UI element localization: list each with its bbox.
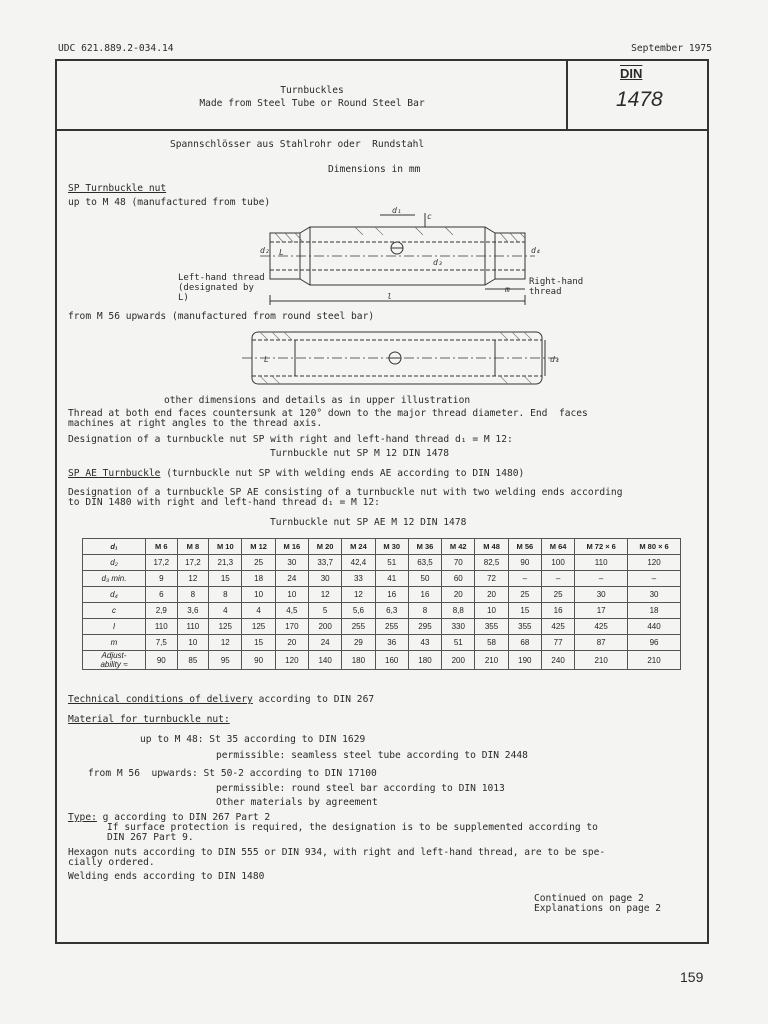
table-column-header: M 42: [442, 539, 475, 555]
table-header-row: [83, 539, 681, 555]
table-cell: 25: [541, 587, 574, 603]
table-cell: 18: [628, 603, 681, 619]
header-divider: [57, 129, 707, 131]
dimensions-table: [82, 538, 681, 670]
left-thread-mark: L: [279, 248, 284, 257]
table-column-header: M 24: [342, 539, 375, 555]
table-cell: 16: [541, 603, 574, 619]
page-number: 159: [680, 969, 704, 985]
designation-ae-example: Turnbuckle nut SP AE M 12 DIN 1478: [270, 517, 467, 528]
table-cell: 425: [575, 619, 628, 635]
table-cell: 90: [146, 651, 178, 670]
table-cell: –: [508, 571, 541, 587]
table-cell: 20: [275, 635, 308, 651]
table-cell: –: [628, 571, 681, 587]
table-column-header: M 12: [242, 539, 275, 555]
title-line-2: Made from Steel Tube or Round Steel Bar: [199, 98, 425, 109]
table-row: [83, 571, 681, 587]
thread-paragraph: Thread at both end faces countersunk at 120° down to the major thread diameter. End faces machines at right angles to the thread axis.: [68, 408, 588, 429]
table-cell: 12: [177, 571, 209, 587]
table-cell: 200: [309, 619, 342, 635]
table-cell: 160: [375, 651, 408, 670]
table-cell: 25: [508, 587, 541, 603]
bar-dim-d4-label: d₄: [550, 355, 560, 364]
table-cell: 110: [177, 619, 209, 635]
table-cell: 33: [342, 571, 375, 587]
sp-ae-description: (turnbuckle nut SP with welding ends AE according to DIN 1480): [160, 468, 525, 479]
table-cell: 8: [177, 587, 209, 603]
table-column-header: M 6: [146, 539, 178, 555]
table-cell: 17,2: [146, 555, 178, 571]
table-cell: 180: [408, 651, 441, 670]
table-cell: 110: [575, 555, 628, 571]
table-cell: 6,3: [375, 603, 408, 619]
table-cell: 17,2: [177, 555, 209, 571]
table-cell: 51: [375, 555, 408, 571]
dim-m-label: m: [505, 285, 510, 294]
material-from-m56: from M 56 upwards: St 50-2 according to DIN 17100: [88, 768, 377, 779]
table-cell: 125: [242, 619, 275, 635]
table-row-label: d₄: [83, 587, 146, 603]
table-column-header: M 56: [508, 539, 541, 555]
table-cell: 120: [275, 651, 308, 670]
table-cell: 30: [628, 587, 681, 603]
table-column-header: M 48: [475, 539, 508, 555]
table-cell: 25: [242, 555, 275, 571]
udc-number: UDC 621.889.2-034.14: [58, 43, 174, 54]
material-other: Other materials by agreement: [216, 797, 378, 808]
table-cell: 355: [475, 619, 508, 635]
table-cell: 440: [628, 619, 681, 635]
continued-note: Continued on page 2: [534, 893, 644, 904]
table-cell: 43: [408, 635, 441, 651]
table-cell: 10: [275, 587, 308, 603]
welding-note: Welding ends according to DIN 1480: [68, 871, 265, 882]
table-cell: 190: [508, 651, 541, 670]
table-cell: 210: [628, 651, 681, 670]
table-cell: 15: [209, 571, 242, 587]
table-row: [83, 603, 681, 619]
table-cell: 20: [442, 587, 475, 603]
publication-date: September 1975: [631, 43, 712, 54]
table-cell: 110: [146, 619, 178, 635]
table-column-header: M 80 × 6: [628, 539, 681, 555]
designation-ae: Designation of a turnbuckle SP AE consisting of a turnbuckle nut with two welding ends according to DIN 1480 with right and left-hand thread d₁ = M 12:: [68, 487, 623, 508]
table-cell: 255: [342, 619, 375, 635]
dimensions-note: Dimensions in mm: [328, 164, 421, 175]
din-number: 1478: [616, 88, 663, 111]
table-cell: 96: [628, 635, 681, 651]
table-cell: 16: [408, 587, 441, 603]
table-cell: 51: [442, 635, 475, 651]
material-from-permissible: permissible: round steel bar according to DIN 1013: [216, 783, 505, 794]
table-cell: 90: [508, 555, 541, 571]
table-cell: 295: [408, 619, 441, 635]
table-cell: 355: [508, 619, 541, 635]
table-cell: 3,6: [177, 603, 209, 619]
table-cell: 425: [541, 619, 574, 635]
table-cell: 10: [242, 587, 275, 603]
designation-sp-example: Turnbuckle nut SP M 12 DIN 1478: [270, 448, 450, 459]
title-line-1: Turnbuckles: [280, 85, 344, 96]
material-up-to-m48: up to M 48: St 35 according to DIN 1629: [140, 734, 366, 745]
dim-d2-label: d₂: [260, 246, 270, 255]
designation-sp: Designation of a turnbuckle nut SP with right and left-hand thread d₁ = M 12:: [68, 434, 513, 445]
sp-subheading: up to M 48 (manufactured from tube): [68, 197, 271, 208]
table-column-header: M 16: [275, 539, 308, 555]
material-up-to-permissible: permissible: seamless steel tube according to DIN 2448: [216, 750, 528, 761]
material-heading: Material for turnbuckle nut:: [68, 714, 230, 725]
dim-c-label: c: [427, 212, 432, 221]
german-title: Spannschlösser aus Stahlrohr oder Rundstahl: [170, 139, 425, 150]
table-cell: 16: [375, 587, 408, 603]
table-row-label: m: [83, 635, 146, 651]
explanations-note: Explanations on page 2: [534, 903, 662, 914]
table-row-label: l: [83, 619, 146, 635]
table-cell: 63,5: [408, 555, 441, 571]
table-column-header: M 72 × 6: [575, 539, 628, 555]
table-cell: 5: [309, 603, 342, 619]
dim-d3-label: d₃: [433, 258, 443, 267]
table-cell: 2,9: [146, 603, 178, 619]
tech-conditions-text: according to DIN 267: [252, 694, 375, 705]
other-dimensions-note: other dimensions and details as in upper illustration: [164, 395, 471, 406]
table-cell: 95: [209, 651, 242, 670]
table-row-label: d₂: [83, 555, 146, 571]
table-cell: 170: [275, 619, 308, 635]
table-column-header: M 30: [375, 539, 408, 555]
table-cell: 4: [242, 603, 275, 619]
turnbuckle-bar-drawing: [240, 322, 570, 392]
table-cell: 30: [575, 587, 628, 603]
table-cell: 8: [209, 587, 242, 603]
table-cell: 17: [575, 603, 628, 619]
table-cell: 6: [146, 587, 178, 603]
table-cell: 90: [242, 651, 275, 670]
hexagon-note: Hexagon nuts according to DIN 555 or DIN 934, with right and left-hand thread, are to be spe- cially ordered.: [68, 847, 606, 868]
from-m56-caption: from M 56 upwards (manufactured from round steel bar): [68, 311, 375, 322]
table-cell: –: [575, 571, 628, 587]
table-column-header: M 20: [309, 539, 342, 555]
dim-l-label: l: [387, 292, 392, 301]
table-cell: –: [541, 571, 574, 587]
table-row-label: d₃ min.: [83, 571, 146, 587]
table-cell: 8: [408, 603, 441, 619]
table-cell: 180: [342, 651, 375, 670]
table-cell: 21,3: [209, 555, 242, 571]
table-cell: 7,5: [146, 635, 178, 651]
table-column-header: M 64: [541, 539, 574, 555]
table-header-label: d₁: [83, 539, 146, 555]
table-cell: 20: [475, 587, 508, 603]
table-cell: 125: [209, 619, 242, 635]
table-cell: 9: [146, 571, 178, 587]
table-cell: 240: [541, 651, 574, 670]
table-cell: 330: [442, 619, 475, 635]
table-cell: 100: [541, 555, 574, 571]
table-cell: 85: [177, 651, 209, 670]
table-cell: 82,5: [475, 555, 508, 571]
table-cell: 58: [475, 635, 508, 651]
table-cell: 8,8: [442, 603, 475, 619]
sp-turnbuckle-heading: SP Turnbuckle nut: [68, 183, 167, 194]
table-cell: 29: [342, 635, 375, 651]
table-cell: 24: [309, 635, 342, 651]
table-row-label: c: [83, 603, 146, 619]
table-cell: 210: [475, 651, 508, 670]
table-cell: 255: [375, 619, 408, 635]
table-cell: 140: [309, 651, 342, 670]
table-cell: 210: [575, 651, 628, 670]
table-cell: 4: [209, 603, 242, 619]
table-cell: 30: [275, 555, 308, 571]
tech-conditions-heading: Technical conditions of delivery: [68, 694, 253, 705]
table-cell: 120: [628, 555, 681, 571]
table-cell: 42,4: [342, 555, 375, 571]
table-column-header: M 10: [209, 539, 242, 555]
table-cell: 12: [209, 635, 242, 651]
left-hand-thread-label: Left-hand thread (designated by L): [178, 273, 265, 303]
bar-left-thread-mark: L: [264, 355, 269, 364]
header-vertical-divider: [566, 61, 568, 129]
table-row: [83, 635, 681, 651]
right-hand-thread-label: Right-hand thread: [529, 277, 584, 297]
table-row-label: Adjust- ability ≈: [83, 651, 146, 670]
type-text: g according to DIN 267 Part 2: [96, 812, 271, 823]
table-cell: 12: [342, 587, 375, 603]
table-cell: 60: [442, 571, 475, 587]
table-cell: 15: [242, 635, 275, 651]
table-cell: 18: [242, 571, 275, 587]
table-cell: 33,7: [309, 555, 342, 571]
table-row: [83, 587, 681, 603]
sp-ae-heading: SP AE Turnbuckle: [68, 468, 161, 479]
table-column-header: M 8: [177, 539, 209, 555]
table-cell: 72: [475, 571, 508, 587]
table-cell: 10: [475, 603, 508, 619]
table-cell: 30: [309, 571, 342, 587]
table-cell: 70: [442, 555, 475, 571]
type-heading: Type:: [68, 812, 97, 823]
table-cell: 10: [177, 635, 209, 651]
table-cell: 41: [375, 571, 408, 587]
table-cell: 50: [408, 571, 441, 587]
sp-ae-line: [68, 468, 524, 479]
table-cell: 87: [575, 635, 628, 651]
table-cell: 5,6: [342, 603, 375, 619]
type-note: If surface protection is required, the designation is to be supplemented according to DIN 267 Part 9.: [107, 822, 598, 843]
table-row: [83, 651, 681, 670]
din-label: DIN: [620, 66, 643, 81]
table-column-header: M 36: [408, 539, 441, 555]
table-cell: 200: [442, 651, 475, 670]
table-row: [83, 555, 681, 571]
table-cell: 36: [375, 635, 408, 651]
table-cell: 15: [508, 603, 541, 619]
table-cell: 12: [309, 587, 342, 603]
dim-d1-label: d₁: [392, 206, 402, 215]
dim-d4-label: d₄: [531, 246, 541, 255]
table-row: [83, 619, 681, 635]
table-cell: 77: [541, 635, 574, 651]
table-cell: 4,5: [275, 603, 308, 619]
tech-conditions-line: [68, 694, 374, 705]
table-cell: 24: [275, 571, 308, 587]
table-cell: 68: [508, 635, 541, 651]
